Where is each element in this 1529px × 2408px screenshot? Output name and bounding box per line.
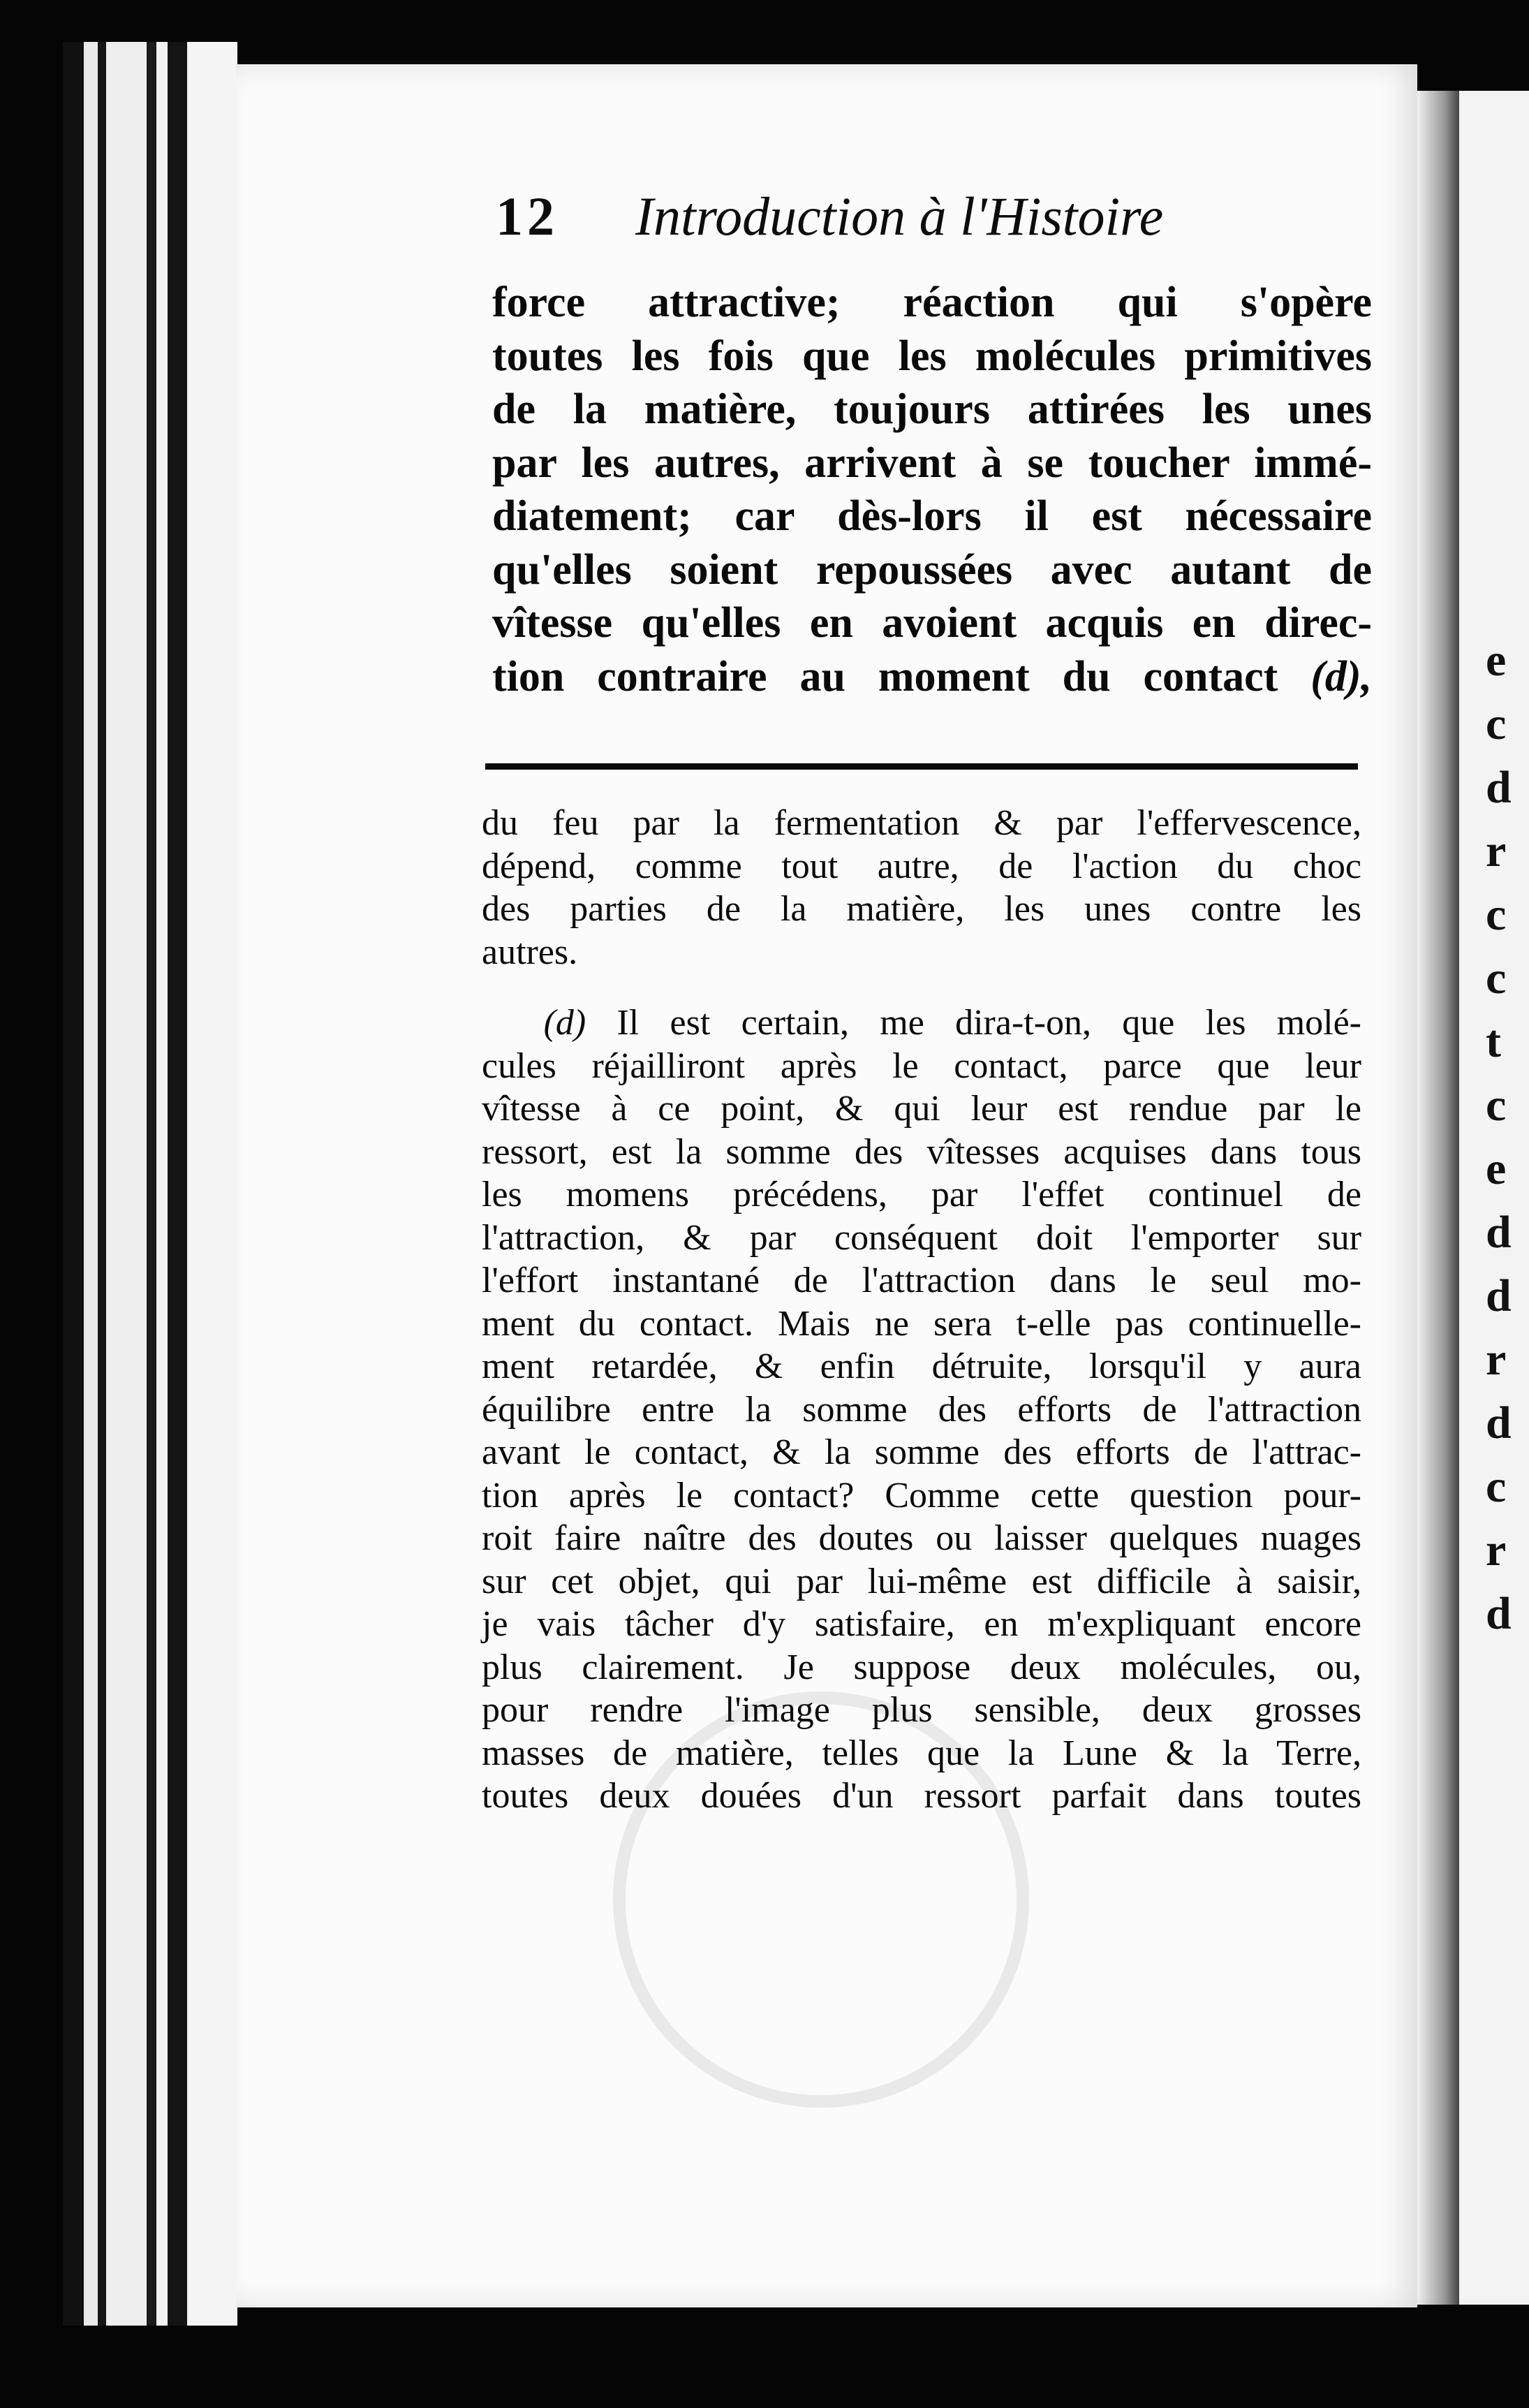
facing-page-letter: r	[1486, 825, 1507, 876]
facing-page-letter: c	[1486, 889, 1507, 940]
footnote-d-line: tion après le contact? Comme cette question pour-	[482, 1475, 1361, 1515]
footnote-d-line: roit faire naître des doutes ou laisser quelques nuages	[482, 1518, 1361, 1558]
main-text-line: force attractive; réaction qui s'opère	[492, 279, 1372, 326]
main-text-line: vîtesse qu'elles en avoient acquis en direc-	[492, 599, 1372, 647]
page-header	[258, 185, 1375, 262]
facing-page-letter: t	[1486, 1016, 1501, 1067]
footnote-d-line: toutes deux douées d'un ressort parfait dans toutes	[482, 1776, 1361, 1816]
running-title: Introduction à l'Histoire	[635, 186, 1164, 247]
main-text-line: qu'elles soient repoussées avec autant de	[492, 545, 1372, 594]
facing-page-letter: d	[1486, 1270, 1512, 1321]
main-text-line: par les autres, arrivent à se toucher immé-	[492, 439, 1372, 487]
footnote-d-line: ment retardée, & enfin détruite, lorsqu'il y aura	[482, 1346, 1361, 1386]
footnote-d-line: vîtesse à ce point, & qui leur est rendue par le	[482, 1089, 1361, 1129]
facing-page-letter: c	[1486, 953, 1507, 1004]
footnote-c-line: des parties de la matière, les unes contre les	[482, 889, 1361, 929]
facing-page-letter: e	[1486, 635, 1507, 686]
main-text-block	[492, 276, 1372, 703]
footnote-d-line: je vais tâcher d'y satisfaire, en m'expliquant encore	[482, 1604, 1361, 1644]
facing-page-letter: d	[1486, 762, 1512, 813]
footnote-d-line: ressort, est la somme des vîtesses acquises dans tous	[482, 1131, 1361, 1172]
facing-page-letter: c	[1486, 1461, 1507, 1512]
footnote-d-line: pour rendre l'image plus sensible, deux grosses	[482, 1690, 1361, 1730]
footnote-d-line: avant le contact, & la somme des efforts de l'attrac-	[482, 1432, 1361, 1472]
footnote-c-line: du feu par la fermentation & par l'effervescence,	[482, 803, 1361, 843]
facing-page-letter: r	[1486, 1525, 1507, 1576]
main-text-line-last	[492, 650, 1372, 704]
facing-page-letter: d	[1486, 1397, 1512, 1448]
facing-page-letter: d	[1486, 1207, 1512, 1258]
facing-page-letters	[1486, 629, 1528, 1645]
footnote-reference: (d),	[1310, 652, 1372, 700]
book-left-edge	[63, 42, 237, 2326]
footnotes-block	[482, 802, 1361, 1818]
facing-page-letter: e	[1486, 1143, 1507, 1194]
page-number: 12	[496, 186, 559, 247]
facing-page-letter: r	[1486, 1334, 1507, 1385]
facing-page-letter: c	[1486, 698, 1507, 749]
facing-page-letter: c	[1486, 1080, 1507, 1131]
footnote-d-body	[482, 1045, 1361, 1818]
footnote-d-line: équilibre entre la somme des efforts de l'attraction	[482, 1389, 1361, 1430]
footnote-d-first-line	[482, 1001, 1361, 1045]
footnote-d-line: l'effort instantané de l'attraction dans le seul mo-	[482, 1261, 1361, 1300]
footnote-c-line: dépend, comme tout autre, de l'action du choc	[482, 846, 1361, 886]
footnote-d-line: sur cet objet, qui par lui-même est difficile à saisir,	[482, 1561, 1361, 1601]
footnote-d-line: les momens précédens, par l'effet continuel de	[482, 1175, 1361, 1214]
footnote-d-line: l'attraction, & par conséquent doit l'emporter sur	[482, 1217, 1361, 1258]
footnote-d-mark: (d)	[543, 1003, 586, 1043]
footnote-d-line: masses de matière, telles que la Lune & la Terre,	[482, 1733, 1361, 1773]
footnote-d-line: ment du contact. Mais ne sera t-elle pas continuelle-	[482, 1303, 1361, 1344]
facing-page-letter: d	[1486, 1588, 1512, 1639]
footnote-d-line: plus clairement. Je suppose deux molécules, ou,	[482, 1647, 1361, 1687]
main-text-line: tion contraire au moment du contact	[492, 652, 1278, 700]
footnote-separator-rule	[485, 763, 1358, 770]
footnote-c-line: autres.	[482, 932, 578, 972]
main-text-line: de la matière, toujours attirées les unes	[492, 386, 1372, 433]
main-text-line: toutes les fois que les molécules primitives	[492, 332, 1372, 380]
footnote-d-line: cules réjailliront après le contact, parce que leur	[482, 1045, 1361, 1086]
main-text-line: diatement; car dès-lors il est nécessaire	[492, 492, 1372, 540]
footnote-d-text: Il est certain, me dira-t-on, que les molé-	[616, 1003, 1361, 1043]
